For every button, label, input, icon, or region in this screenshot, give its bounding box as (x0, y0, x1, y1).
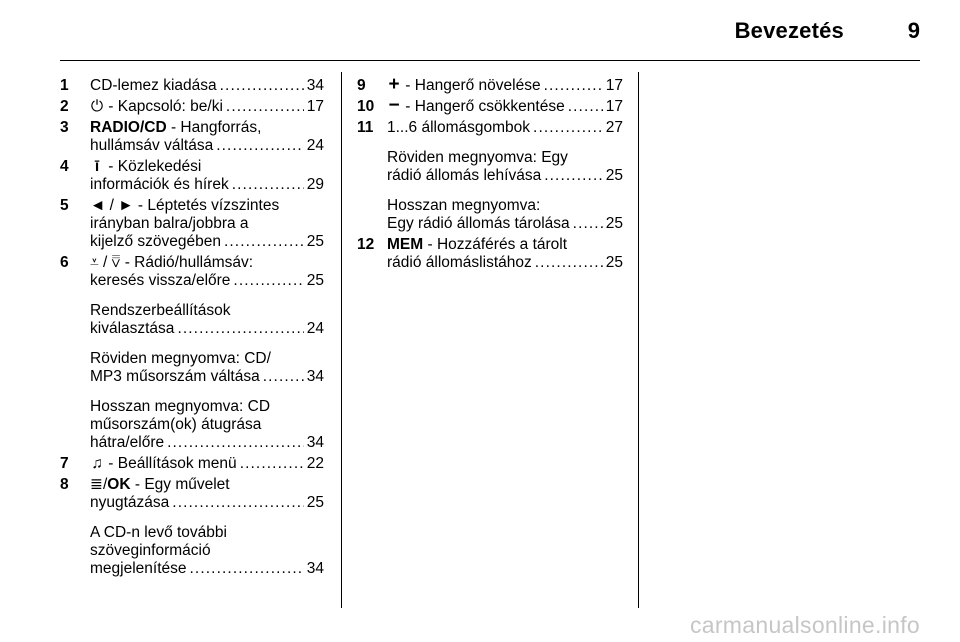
entry-number: 6 (60, 254, 69, 271)
menu-icon: ≣/ (90, 476, 108, 493)
page-ref: 25 (605, 167, 623, 184)
entry-11-sub-1 (357, 149, 623, 185)
entry-text: - Beállítások menü (104, 455, 237, 472)
seek-icon: ⩡ / ⩢ (90, 254, 121, 271)
dot-leader (172, 494, 303, 512)
entry-text: Egy rádió állomás tárolása (387, 215, 570, 232)
column-divider-left (341, 72, 342, 608)
entry-number: 9 (357, 77, 366, 94)
dot-leader (233, 272, 303, 290)
traffic-info-icon: ī (94, 158, 100, 175)
entry-11-sub-2 (357, 197, 623, 233)
page-header (60, 14, 920, 50)
page-title: Bevezetés (734, 18, 844, 43)
dot-leader (220, 77, 304, 95)
entry-number: 3 (60, 119, 69, 136)
arrow-left-right-icon: ◄ / ► (90, 197, 134, 214)
entry-text: Röviden megnyomva: Egy (387, 149, 568, 166)
middle-column (357, 74, 623, 275)
page-ref: 34 (306, 77, 324, 94)
entry-text: rádió állomás lehívása (387, 167, 542, 184)
entry-text: - Kapcsoló: be/ki (104, 98, 223, 115)
watermark: carmanualsonline.info (689, 612, 920, 638)
dot-leader (544, 77, 603, 95)
dot-leader (232, 176, 304, 194)
page-ref: 22 (306, 455, 324, 472)
entry-6-sub-2 (60, 350, 324, 386)
entry-text: CD-lemez kiadása (90, 77, 217, 94)
dot-leader (240, 455, 304, 473)
entry-8-sub-1 (60, 524, 324, 578)
entry-7 (60, 455, 324, 473)
dot-leader (533, 119, 603, 137)
column-divider-right (638, 72, 639, 608)
header-rule (60, 60, 920, 61)
page-ref: 34 (306, 560, 324, 577)
entry-text: hátra/előre (90, 434, 165, 451)
entry-text: Rendszerbeállítások (90, 302, 231, 319)
page-ref: 24 (306, 137, 324, 154)
page-ref: 17 (605, 77, 623, 94)
entry-8 (60, 476, 324, 512)
entry-text: megjelenítése (90, 560, 187, 577)
entry-number: 10 (357, 98, 375, 115)
entry-text: - Egy művelet (130, 476, 230, 493)
button-name: OK (107, 476, 131, 493)
dot-leader (535, 254, 603, 272)
entry-2 (60, 98, 324, 116)
entry-text: keresés vissza/előre (90, 272, 231, 289)
dot-leader (167, 434, 304, 452)
entry-text: szöveginformáció (90, 542, 211, 559)
minus-icon: − (388, 95, 400, 116)
page-ref: 17 (605, 98, 623, 115)
entry-text: Hosszan megnyomva: (387, 197, 541, 214)
dot-leader (263, 368, 304, 386)
page-ref: 27 (605, 119, 623, 136)
entry-text: MP3 műsorszám váltása (90, 368, 260, 385)
entry-6-sub-3 (60, 398, 324, 452)
entry-text: Röviden megnyomva: CD/ (90, 350, 271, 367)
entry-text: 1...6 állomásgombok (387, 119, 531, 136)
entry-number: 1 (60, 77, 69, 94)
entry-number: 5 (60, 197, 69, 214)
button-name: MEM (387, 236, 424, 253)
entry-number: 11 (357, 119, 374, 136)
dot-leader (544, 167, 603, 185)
entry-text: kiválasztása (90, 320, 175, 337)
entry-4 (60, 158, 324, 194)
entry-number: 4 (60, 158, 69, 175)
page-ref: 29 (306, 176, 324, 193)
page-ref: 25 (306, 233, 324, 250)
entry-text: - Léptetés vízszintes (133, 197, 280, 214)
entry-9 (357, 74, 623, 95)
left-column (60, 77, 324, 581)
entry-text: - Hangforrás, (166, 119, 262, 136)
entry-text: - Közlekedési (104, 158, 202, 175)
page-ref: 25 (306, 494, 324, 511)
entry-number: 2 (60, 98, 69, 115)
entry-text: információk és hírek (90, 176, 229, 193)
entry-text: nyugtázása (90, 494, 170, 511)
entry-number: 7 (60, 455, 69, 472)
entry-text: műsorszám(ok) átugrása (90, 416, 262, 433)
dot-leader (573, 215, 603, 233)
entry-text: A CD-n levő további (90, 524, 227, 541)
entry-text: - Hangerő csökkentése (401, 98, 565, 115)
button-name: RADIO/CD (90, 119, 167, 136)
entry-text: kijelző szövegében (90, 233, 221, 250)
music-note-icon: ♫ (91, 455, 103, 472)
plus-icon: + (388, 74, 400, 95)
page-ref: 25 (306, 272, 324, 289)
page-ref: 25 (605, 254, 623, 271)
page-ref: 17 (306, 98, 324, 115)
entry-5 (60, 197, 324, 251)
entry-text: - Hozzáférés a tárolt (423, 236, 568, 253)
dot-leader (177, 320, 303, 338)
entry-text: rádió állomáslistához (387, 254, 532, 271)
dot-leader (216, 137, 304, 155)
dot-leader (224, 233, 304, 251)
entry-text: - Rádió/hullámsáv: (120, 254, 254, 271)
entry-3 (60, 119, 324, 155)
entry-text: Hosszan megnyomva: CD (90, 398, 271, 415)
page-ref: 34 (306, 368, 324, 385)
entry-text: - Hangerő növelése (401, 77, 541, 94)
dot-leader (226, 98, 304, 116)
dot-leader (568, 98, 603, 116)
power-icon: ⏻ (90, 98, 104, 115)
entry-10 (357, 95, 623, 116)
dot-leader (190, 560, 304, 578)
entry-11 (357, 119, 623, 137)
page-number: 9 (907, 18, 920, 43)
entry-6-sub-1 (60, 302, 324, 338)
entry-text: irányban balra/jobbra a (90, 215, 249, 232)
entry-number: 12 (357, 236, 375, 253)
entry-text: hullámsáv váltása (90, 137, 214, 154)
entry-6 (60, 254, 324, 290)
page-ref: 24 (306, 320, 324, 337)
page-ref: 25 (605, 215, 623, 232)
entry-number: 8 (60, 476, 69, 493)
page-ref: 34 (306, 434, 324, 451)
entry-12 (357, 236, 623, 272)
entry-1 (60, 77, 324, 95)
